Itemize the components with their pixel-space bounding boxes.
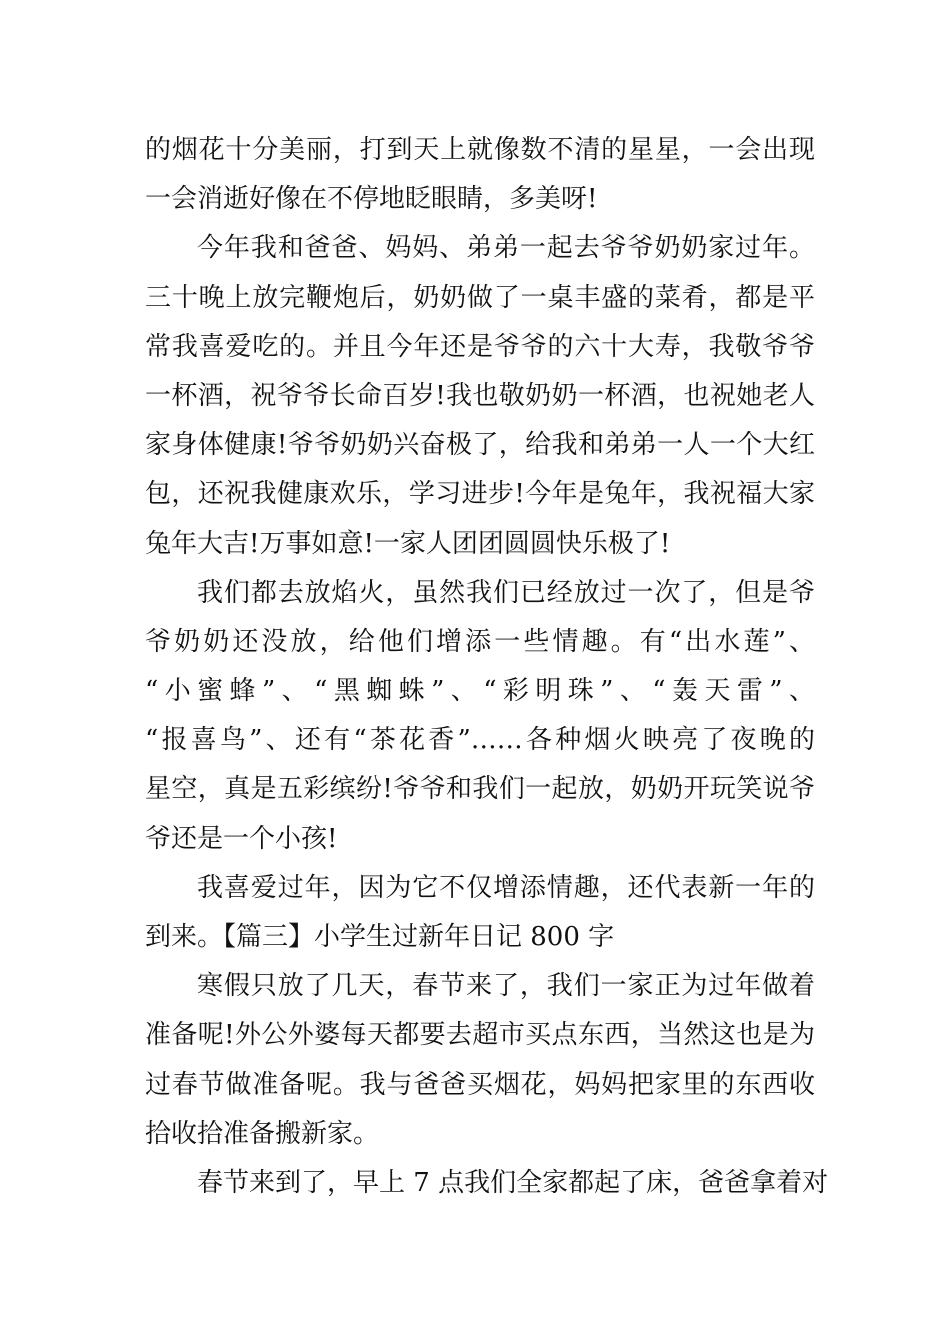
text-line: 兔年大吉!万事如意!一家人团团圆圆快乐极了! <box>145 528 671 559</box>
paragraph-first-line: 寒假只放了几天，春节来了，我们一家正为过年做着 <box>197 971 815 1002</box>
section-heading-line: 到来。【篇三】小学生过新年日记 800 字 <box>145 922 615 952</box>
text-line: 爷还是一个小孩! <box>145 823 338 854</box>
text-line: 拾收拾准备搬新家。 <box>145 1118 380 1149</box>
text-line: 过春节做准备呢。我与爸爸买烟花，妈妈把家里的东西收 <box>145 1069 815 1100</box>
paragraph-first-line: 今年我和爸爸、妈妈、弟弟一起去爷爷奶奶家过年。 <box>197 233 815 264</box>
text-line: 的烟花十分美丽，打到天上就像数不清的星星，一会出现 <box>145 135 815 165</box>
text-line: 包，还祝我健康欢乐，学习进步!今年是兔年，我祝福大家 <box>145 479 815 510</box>
text-line: “小蜜蜂”、“黑蜘蛛”、“彩明珠”、“轰天雷”、 <box>145 676 815 707</box>
paragraph-first-line: 春节来到了，早上 7 点我们全家都起了床，爸爸拿着对 <box>197 1167 829 1198</box>
text-line: “报喜鸟”、还有“茶花香”……各种烟火映亮了夜晚的 <box>145 725 815 756</box>
paragraph-first-line: 我喜爱过年，因为它不仅增添情趣，还代表新一年的 <box>197 872 815 903</box>
text-line: 三十晚上放完鞭炮后，奶奶做了一桌丰盛的菜肴，都是平 <box>145 282 815 313</box>
paragraph-first-line: 我们都去放焰火，虽然我们已经放过一次了，但是爷 <box>197 577 815 608</box>
body-text <box>145 126 829 1208</box>
text-line: 一杯酒，祝爷爷长命百岁!我也敬奶奶一杯酒，也祝她老人 <box>145 380 815 411</box>
text-line: 一会消逝好像在不停地眨眼睛，多美呀! <box>145 184 598 215</box>
text-line: 准备呢!外公外婆每天都要去超市买点东西，当然这也是为 <box>145 1020 815 1051</box>
text-line: 爷奶奶还没放，给他们增添一些情趣。有“出水莲”、 <box>145 626 815 657</box>
text-line: 家身体健康!爷爷奶奶兴奋极了，给我和弟弟一人一个大红 <box>145 430 815 461</box>
text-line: 星空，真是五彩缤纷!爷爷和我们一起放，奶奶开玩笑说爷 <box>145 774 815 805</box>
text-line: 常我喜爱吃的。并且今年还是爷爷的六十大寿，我敬爷爷 <box>145 331 815 362</box>
